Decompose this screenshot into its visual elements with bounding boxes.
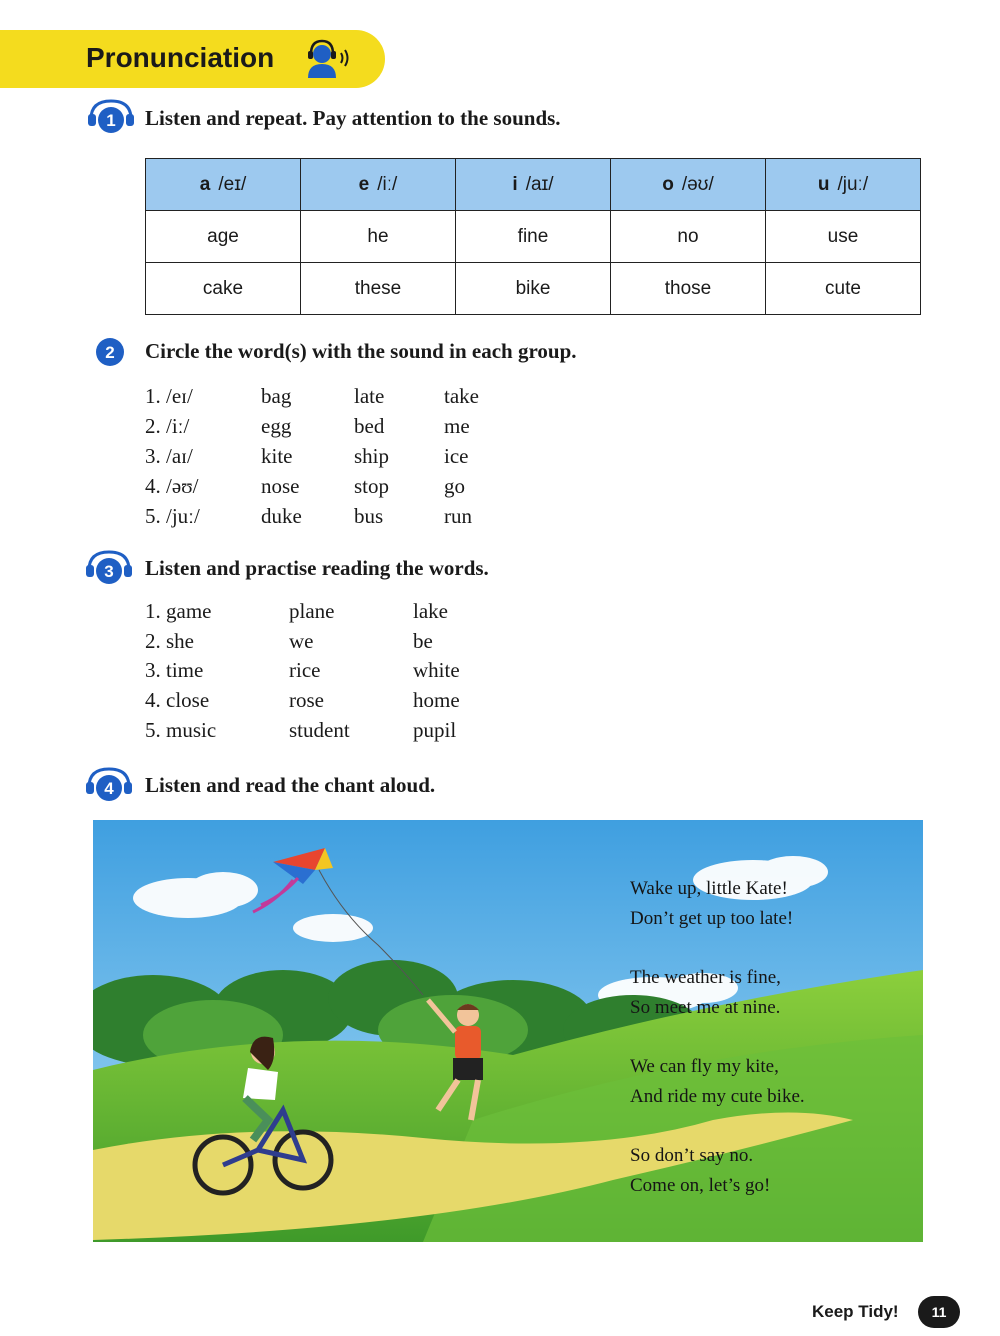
word-option[interactable]: late [354, 384, 385, 408]
exercise-4-badge[interactable] [84, 765, 134, 805]
chant-line: Wake up, little Kate! [630, 878, 788, 899]
table-row [146, 263, 921, 315]
word-option[interactable]: bus [354, 504, 384, 528]
exercise-3-badge[interactable] [84, 548, 134, 588]
table-header-cell: a /eɪ/ [146, 159, 301, 211]
word-option[interactable]: ship [354, 444, 390, 468]
table-row [146, 211, 921, 263]
chant-text [630, 874, 805, 1201]
exercise-1-badge[interactable] [86, 97, 136, 137]
chant-line: So meet me at nine. [630, 997, 781, 1018]
word-option[interactable]: bag [261, 384, 292, 408]
word-option[interactable]: me [444, 414, 470, 438]
word-option[interactable]: take [444, 384, 479, 408]
chant-line: Don’t get up too late! [630, 908, 794, 929]
table-cell: cake [146, 263, 301, 315]
word-option[interactable]: nose [261, 474, 300, 498]
page-number: 11 [918, 1296, 960, 1328]
svg-text:3: 3 [104, 562, 114, 581]
word-option[interactable]: bed [354, 414, 385, 438]
section-title: Pronunciation [86, 42, 275, 73]
table-header-cell: e /iː/ [301, 159, 456, 211]
word-option[interactable]: run [444, 504, 472, 528]
chant-line: So don’t say no. [630, 1145, 754, 1166]
word-option[interactable]: egg [261, 414, 292, 438]
svg-text:1: 1 [106, 111, 116, 130]
table-cell: those [611, 263, 766, 315]
chant-line: We can fly my kite, [630, 1056, 779, 1077]
table-header-cell: u /juː/ [766, 159, 921, 211]
svg-text:2: 2 [105, 343, 115, 362]
chant-line: And ride my cute bike. [630, 1086, 805, 1107]
table-cell: cute [766, 263, 921, 315]
table-cell: bike [456, 263, 611, 315]
exercise-3-title: Listen and practise reading the words. [145, 556, 489, 580]
exercise-4-title: Listen and read the chant aloud. [145, 773, 436, 797]
table-header-cell: i /aɪ/ [456, 159, 611, 211]
sounds-table-header [146, 159, 921, 211]
word-option[interactable]: duke [261, 504, 302, 528]
table-header-cell: o /əʊ/ [611, 159, 766, 211]
unit-title: Keep Tidy! [812, 1302, 899, 1321]
table-cell: fine [456, 211, 611, 263]
exercise-2-title: Circle the word(s) with the sound in each group. [145, 339, 577, 363]
table-cell: age [146, 211, 301, 263]
word-option[interactable]: kite [261, 444, 293, 468]
table-cell: he [301, 211, 456, 263]
word-option[interactable]: stop [354, 474, 390, 498]
exercise-1-title: Listen and repeat. Pay attention to the sounds. [145, 106, 561, 130]
word-option[interactable]: ice [444, 444, 469, 468]
exercise-2-badge [86, 332, 136, 372]
table-cell: no [611, 211, 766, 263]
headset-speaker-icon [300, 38, 356, 80]
table-cell: use [766, 211, 921, 263]
chant-line: Come on, let’s go! [630, 1175, 771, 1196]
table-cell: these [301, 263, 456, 315]
svg-text:4: 4 [104, 779, 114, 798]
word-option[interactable]: go [444, 474, 465, 498]
chant-line: The weather is fine, [630, 967, 781, 988]
sounds-table [145, 158, 921, 315]
